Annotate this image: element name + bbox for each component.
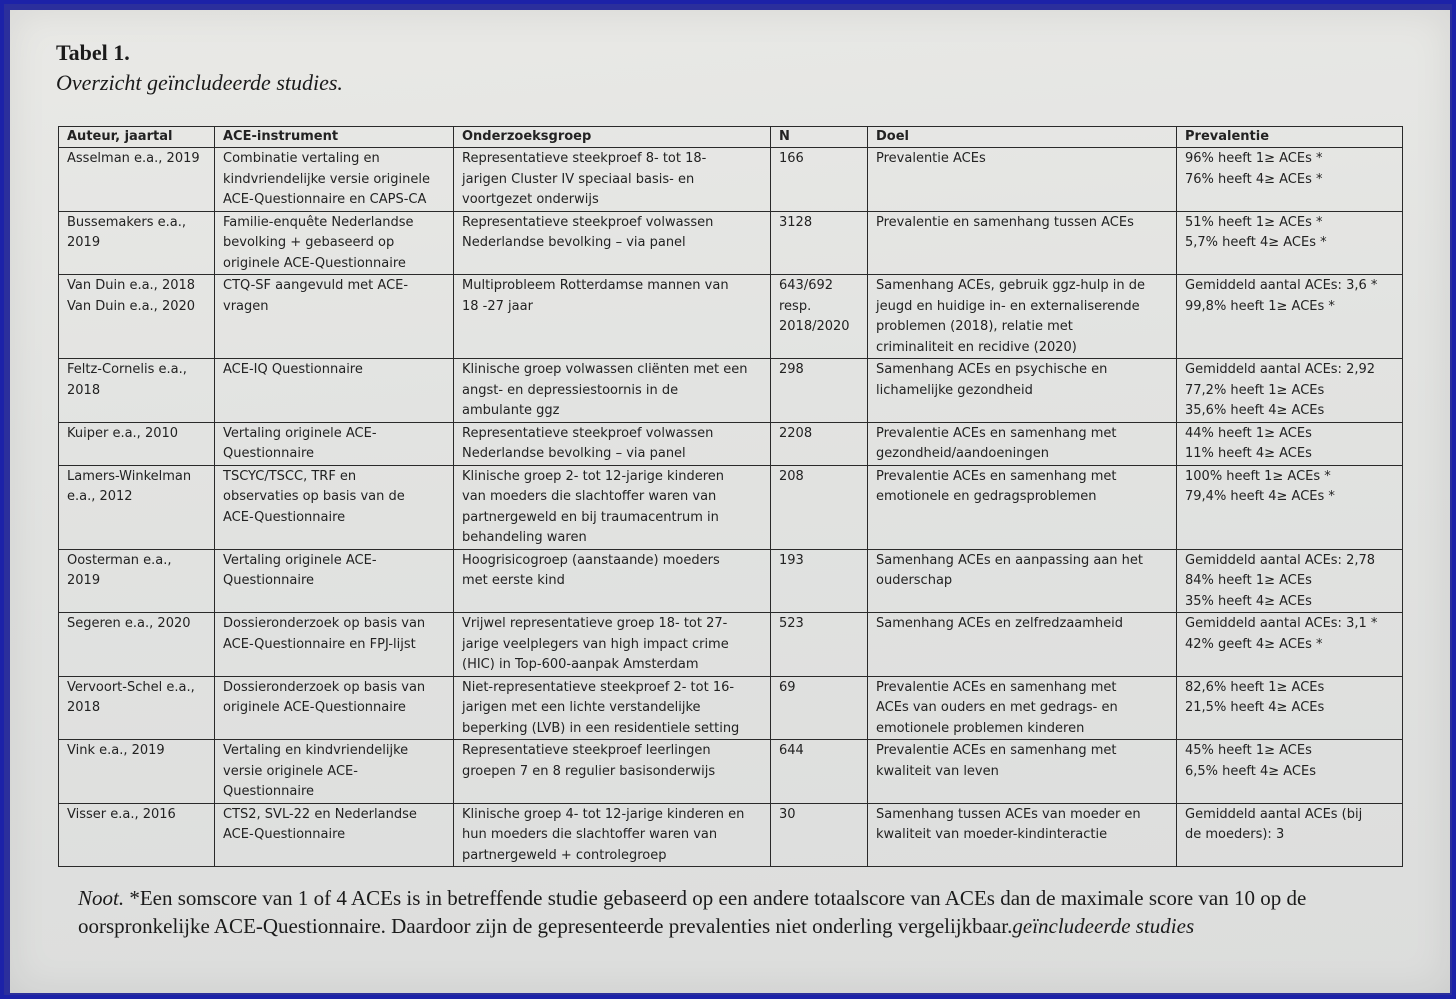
cell-author: Van Duin e.a., 2018 Van Duin e.a., 2020 (59, 275, 215, 359)
cell-instrument: Vertaling originele ACE- Questionnaire (215, 422, 454, 465)
cell-group: Representatieve steekproef leerlingen groepen 7 en 8 regulier basisonderwijs (454, 740, 771, 804)
cell-instrument: Dossieronderzoek op basis van ACE-Questionnaire en FPJ-lijst (215, 613, 454, 677)
cell-n: 69 (771, 676, 868, 740)
cell-instrument: TSCYC/TSCC, TRF en observaties op basis van de ACE-Questionnaire (215, 465, 454, 549)
table-row (59, 422, 1403, 465)
cell-prevalence: Gemiddeld aantal ACEs: 2,92 77,2% heeft 1≥ ACEs 35,6% heeft 4≥ ACEs (1177, 359, 1403, 423)
cell-instrument: CTQ-SF aangevuld met ACE- vragen (215, 275, 454, 359)
table-row (59, 613, 1403, 677)
cell-group: Multiprobleem Rotterdamse mannen van 18 -27 jaar (454, 275, 771, 359)
cell-author: Segeren e.a., 2020 (59, 613, 215, 677)
cell-n: 523 (771, 613, 868, 677)
studies-table (58, 126, 1403, 867)
cell-goal: Samenhang ACEs en psychische en lichamelijke gezondheid (868, 359, 1177, 423)
table-row (59, 740, 1403, 804)
cell-author: Feltz-Cornelis e.a., 2018 (59, 359, 215, 423)
cell-author: Vervoort-Schel e.a., 2018 (59, 676, 215, 740)
cell-group: Vrijwel representatieve groep 18- tot 27- jarige veelplegers van high impact crime (HIC) in Top-600-aanpak Amsterdam (454, 613, 771, 677)
cell-prevalence: Gemiddeld aantal ACEs (bij de moeders): 3 (1177, 803, 1403, 867)
cell-author: Lamers-Winkelman e.a., 2012 (59, 465, 215, 549)
cell-prevalence: 82,6% heeft 1≥ ACEs 21,5% heeft 4≥ ACEs (1177, 676, 1403, 740)
cell-prevalence: Gemiddeld aantal ACEs: 3,6 * 99,8% heeft 1≥ ACEs * (1177, 275, 1403, 359)
column-header-n: N (771, 127, 868, 148)
cell-n: 643/692 resp. 2018/2020 (771, 275, 868, 359)
cell-group: Klinische groep 2- tot 12-jarige kinderen van moeders die slachtoffer waren van partnergeweld en bij traumacentrum in behandeling waren (454, 465, 771, 549)
table-row (59, 275, 1403, 359)
column-header-group: Onderzoeksgroep (454, 127, 771, 148)
cell-n: 2208 (771, 422, 868, 465)
cell-instrument: ACE-IQ Questionnaire (215, 359, 454, 423)
table-row (59, 211, 1403, 275)
cell-goal: Prevalentie ACEs (868, 148, 1177, 212)
cell-prevalence: 51% heeft 1≥ ACEs * 5,7% heeft 4≥ ACEs * (1177, 211, 1403, 275)
table-row (59, 803, 1403, 867)
cell-goal: Prevalentie ACEs en samenhang met ACEs van ouders en met gedrags- en emotionele problemen kinderen (868, 676, 1177, 740)
cell-goal: Samenhang ACEs, gebruik ggz-hulp in de jeugd en huidige in- en externaliserende problemen (2018), relatie met criminaliteit en recidive (2020) (868, 275, 1177, 359)
cell-group: Representatieve steekproef 8- tot 18- jarigen Cluster IV speciaal basis- en voortgezet onderwijs (454, 148, 771, 212)
table-row (59, 359, 1403, 423)
cell-group: Representatieve steekproef volwassen Nederlandse bevolking – via panel (454, 211, 771, 275)
cell-group: Hoogrisicogroep (aanstaande) moeders met eerste kind (454, 549, 771, 613)
column-header-goal: Doel (868, 127, 1177, 148)
cell-goal: Samenhang ACEs en aanpassing aan het ouderschap (868, 549, 1177, 613)
cell-instrument: Familie-enquête Nederlandse bevolking + gebaseerd op originele ACE-Questionnaire (215, 211, 454, 275)
cell-goal: Prevalentie en samenhang tussen ACEs (868, 211, 1177, 275)
cell-n: 193 (771, 549, 868, 613)
cell-prevalence: 100% heeft 1≥ ACEs * 79,4% heeft 4≥ ACEs * (1177, 465, 1403, 549)
cell-prevalence: 96% heeft 1≥ ACEs * 76% heeft 4≥ ACEs * (1177, 148, 1403, 212)
column-header-author: Auteur, jaartal (59, 127, 215, 148)
table-subtitle: Overzicht geïncludeerde studies. (56, 70, 343, 95)
cell-prevalence: 44% heeft 1≥ ACEs 11% heeft 4≥ ACEs (1177, 422, 1403, 465)
column-header-instrument: ACE-instrument (215, 127, 454, 148)
note-tail: geïncludeerde studies (1012, 914, 1195, 938)
cell-goal: Prevalentie ACEs en samenhang met kwaliteit van leven (868, 740, 1177, 804)
table-row (59, 148, 1403, 212)
cell-goal: Samenhang ACEs en zelfredzaamheid (868, 613, 1177, 677)
table-title: Tabel 1. (56, 40, 130, 65)
cell-group: Klinische groep volwassen cliënten met een angst- en depressiestoornis in de ambulante ggz (454, 359, 771, 423)
table-row (59, 549, 1403, 613)
cell-instrument: Combinatie vertaling en kindvriendelijke versie originele ACE-Questionnaire en CAPS-CA (215, 148, 454, 212)
note-text: *Een somscore van 1 of 4 ACEs is in betreffende studie gebaseerd op een andere totaalscore van ACEs dan de maximale score van 10 op de oorspronkelijke ACE-Questionnaire. Daardoor zijn de gepresenteerde prevalenties niet onderling vergelijkbaar. (78, 886, 1307, 938)
cell-prevalence: Gemiddeld aantal ACEs: 3,1 * 42% geeft 4≥ ACEs * (1177, 613, 1403, 677)
cell-group: Niet-representatieve steekproef 2- tot 16- jarigen met een lichte verstandelijke beperking (LVB) in een residentiele setting (454, 676, 771, 740)
cell-goal: Prevalentie ACEs en samenhang met gezondheid/aandoeningen (868, 422, 1177, 465)
cell-author: Asselman e.a., 2019 (59, 148, 215, 212)
cell-n: 166 (771, 148, 868, 212)
cell-n: 208 (771, 465, 868, 549)
cell-prevalence: 45% heeft 1≥ ACEs 6,5% heeft 4≥ ACEs (1177, 740, 1403, 804)
cell-instrument: Vertaling originele ACE- Questionnaire (215, 549, 454, 613)
cell-instrument: Dossieronderzoek op basis van originele ACE-Questionnaire (215, 676, 454, 740)
cell-n: 644 (771, 740, 868, 804)
cell-instrument: CTS2, SVL-22 en Nederlandse ACE-Questionnaire (215, 803, 454, 867)
cell-author: Oosterman e.a., 2019 (59, 549, 215, 613)
cell-n: 3128 (771, 211, 868, 275)
cell-author: Visser e.a., 2016 (59, 803, 215, 867)
cell-author: Vink e.a., 2019 (59, 740, 215, 804)
column-header-prevalence: Prevalentie (1177, 127, 1403, 148)
cell-group: Klinische groep 4- tot 12-jarige kinderen en hun moeders die slachtoffer waren van partnergeweld + controlegroep (454, 803, 771, 867)
table-body (59, 148, 1403, 867)
cell-n: 298 (771, 359, 868, 423)
table-row (59, 465, 1403, 549)
note-label: Noot. (78, 886, 125, 910)
table-header-row (59, 127, 1403, 148)
paper-sheet (10, 10, 1450, 993)
cell-prevalence: Gemiddeld aantal ACEs: 2,78 84% heeft 1≥ ACEs 35% heeft 4≥ ACEs (1177, 549, 1403, 613)
cell-n: 30 (771, 803, 868, 867)
cell-goal: Samenhang tussen ACEs van moeder en kwaliteit van moeder-kindinteractie (868, 803, 1177, 867)
cell-author: Bussemakers e.a., 2019 (59, 211, 215, 275)
cell-instrument: Vertaling en kindvriendelijke versie originele ACE- Questionnaire (215, 740, 454, 804)
table-note (78, 884, 1338, 940)
cell-group: Representatieve steekproef volwassen Nederlandse bevolking – via panel (454, 422, 771, 465)
cell-author: Kuiper e.a., 2010 (59, 422, 215, 465)
cell-goal: Prevalentie ACEs en samenhang met emotionele en gedragsproblemen (868, 465, 1177, 549)
table-row (59, 676, 1403, 740)
